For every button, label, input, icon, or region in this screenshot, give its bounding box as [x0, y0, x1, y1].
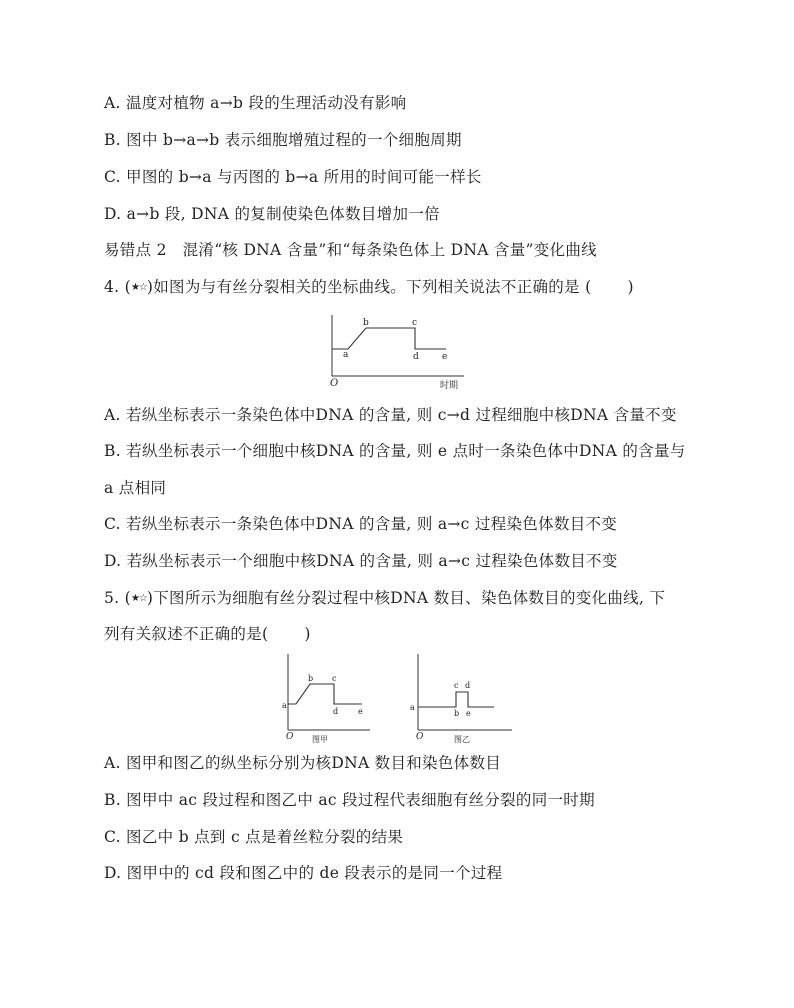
q5-option-c: C. 图乙中 b 点到 c 点是着丝粒分裂的结果: [104, 828, 404, 846]
q5-yi-point-d: d: [465, 681, 471, 690]
q5-jia-point-d: d: [333, 707, 339, 716]
q5-option-b: B. 图甲中 ac 段过程和图乙中 ac 段过程代表细胞有丝分裂的同一时期: [104, 791, 595, 809]
q4-point-b: b: [363, 318, 369, 328]
q5-jia-curve: [288, 684, 362, 704]
q4-point-e: e: [442, 352, 448, 362]
q4-option-b-continued: a 点相同: [104, 479, 167, 497]
q4-graph: [318, 312, 478, 392]
prev-option-d: D. a→b 段, DNA 的复制使染色体数目增加一倍: [104, 205, 440, 223]
q4-option-d: D. 若纵坐标表示一个细胞中核DNA 的含量, 则 a→c 过程染色体数目不变: [104, 552, 618, 570]
q4-point-c: c: [412, 318, 418, 328]
q4-origin-label: O: [330, 378, 339, 389]
q5-yi-caption: 图乙: [454, 735, 470, 744]
q4-stem-text: )如图为与有丝分裂相关的坐标曲线。下列相关说法不正确的是: [146, 278, 580, 296]
q5-option-d: D. 图甲中的 cd 段和图乙中的 de 段表示的是同一个过程: [104, 864, 503, 882]
q5-stem-text-2: 列有关叙述不正确的是: [104, 625, 263, 643]
q5-graph-yi: [408, 652, 518, 744]
q5-jia-point-a: a: [282, 701, 287, 710]
q4-point-d: d: [413, 352, 419, 362]
q5-number: 5. (: [104, 589, 131, 607]
q5-option-a: A. 图甲和图乙的纵坐标分别为核DNA 数目和染色体数目: [104, 754, 502, 772]
prev-option-b: B. 图中 b→a→b 表示细胞增殖过程的一个细胞周期: [104, 131, 462, 149]
q5-jia-point-e: e: [358, 707, 363, 716]
q5-stem-line-2: [104, 624, 311, 644]
q5-jia-caption: 图甲: [312, 735, 328, 744]
q5-yi-origin-label: O: [416, 732, 424, 742]
q5-stem-line-1: [104, 588, 665, 609]
q4-x-axis-label: 时期: [440, 381, 459, 391]
section-heading: 易错点 2 混淆“核 DNA 含量”和“每条染色体上 DNA 含量”变化曲线: [104, 241, 597, 259]
q5-yi-point-e: e: [466, 709, 471, 718]
q5-yi-point-b: b: [454, 709, 460, 718]
difficulty-stars-icon: ★☆: [130, 282, 147, 293]
answer-bracket-close: ): [627, 278, 634, 296]
q4-curve: [332, 328, 446, 349]
q5-jia-point-c: c: [332, 674, 337, 683]
prev-option-a: A. 温度对植物 a→b 段的生理活动没有影响: [104, 94, 407, 112]
q5-yi-point-a: a: [410, 703, 415, 712]
q4-option-b: B. 若纵坐标表示一个细胞中核DNA 的含量, 则 e 点时一条染色体中DNA 的含量与: [104, 442, 686, 460]
q5-jia-origin-label: O: [286, 732, 294, 742]
q4-option-a: A. 若纵坐标表示一条染色体中DNA 的含量, 则 c→d 过程细胞中核DNA 含量不变: [104, 406, 677, 424]
q4-number: 4. (: [104, 278, 131, 296]
answer-bracket-close: ): [304, 625, 311, 643]
q5-jia-point-b: b: [308, 674, 314, 683]
prev-option-c: C. 甲图的 b→a 与丙图的 b→a 所用的时间可能一样长: [104, 168, 482, 186]
q4-point-a: a: [343, 350, 349, 360]
q5-yi-point-c: c: [454, 681, 459, 690]
q4-stem: [104, 277, 634, 298]
q5-yi-curve: [418, 692, 494, 707]
q4-option-c: C. 若纵坐标表示一条染色体中DNA 的含量, 则 a→c 过程染色体数目不变: [104, 515, 618, 533]
difficulty-stars-icon: ★☆: [130, 593, 147, 604]
q5-graph-jia: [278, 652, 378, 744]
q5-stem-text-1: )下图所示为细胞有丝分裂过程中核DNA 数目、染色体数目的变化曲线, 下: [146, 589, 666, 607]
answer-bracket-open: (: [262, 625, 269, 643]
answer-bracket-open: (: [585, 278, 592, 296]
